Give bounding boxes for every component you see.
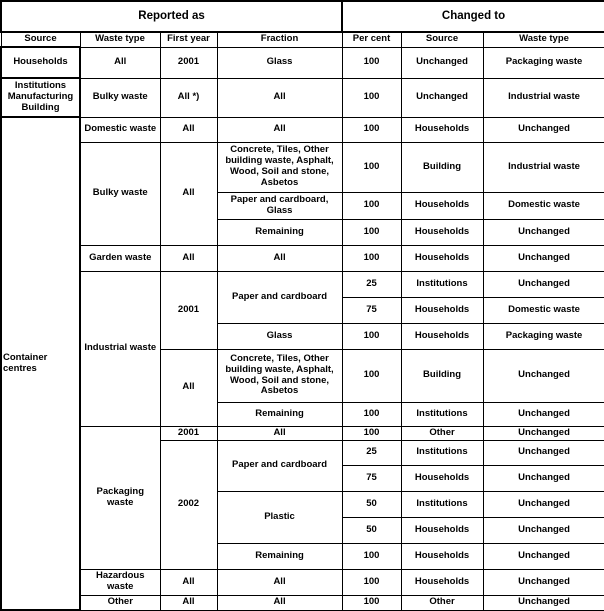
cell-per-cent: 100 [342, 569, 401, 595]
cell-new-waste-type: Unchanged [483, 426, 604, 440]
reported-as-header: Reported as [1, 1, 342, 32]
cell-waste-type: Garden waste [80, 245, 160, 271]
cell-new-waste-type: Industrial waste [483, 142, 604, 192]
cell-new-source: Households [401, 245, 483, 271]
cell-new-source: Households [401, 517, 483, 543]
table-row [1, 569, 604, 595]
cell-source: Households [1, 47, 80, 78]
cell-new-waste-type: Unchanged [483, 117, 604, 142]
cell-new-waste-type: Unchanged [483, 543, 604, 569]
cell-fraction: All [217, 245, 342, 271]
cell-per-cent: 100 [342, 543, 401, 569]
cell-new-source: Institutions [401, 491, 483, 517]
cell-new-source: Building [401, 349, 483, 402]
cell-per-cent: 100 [342, 78, 401, 117]
cell-waste-type: Hazardous waste [80, 569, 160, 595]
table-row [1, 117, 604, 142]
table-row [1, 78, 604, 117]
cell-new-waste-type: Domestic waste [483, 297, 604, 323]
cell-per-cent: 100 [342, 117, 401, 142]
cell-per-cent: 100 [342, 349, 401, 402]
cell-new-source: Households [401, 219, 483, 245]
col-first-year: First year [160, 32, 217, 47]
cell-new-source: Unchanged [401, 47, 483, 78]
changed-to-header: Changed to [342, 1, 604, 32]
cell-per-cent: 25 [342, 271, 401, 297]
cell-first-year: All [160, 569, 217, 595]
cell-waste-type: Industrial waste [80, 271, 160, 426]
cell-new-source: Households [401, 192, 483, 219]
cell-fraction: Glass [217, 47, 342, 78]
cell-new-source: Households [401, 465, 483, 491]
cell-new-waste-type: Domestic waste [483, 192, 604, 219]
cell-per-cent: 100 [342, 219, 401, 245]
cell-new-waste-type: Unchanged [483, 517, 604, 543]
col-per-cent: Per cent [342, 32, 401, 47]
cell-first-year: All [160, 245, 217, 271]
cell-new-waste-type: Unchanged [483, 245, 604, 271]
cell-source: Institutions Manufacturing Building [1, 78, 80, 117]
cell-new-waste-type: Unchanged [483, 440, 604, 465]
cell-waste-type: Bulky waste [80, 142, 160, 245]
cell-per-cent: 50 [342, 491, 401, 517]
cell-first-year: 2002 [160, 440, 217, 569]
cell-fraction: All [217, 78, 342, 117]
cell-fraction: Paper and cardboard [217, 440, 342, 491]
cell-new-source: Institutions [401, 402, 483, 426]
cell-fraction: Paper and cardboard [217, 271, 342, 323]
table-row [1, 426, 604, 440]
cell-new-source: Other [401, 595, 483, 610]
cell-per-cent: 100 [342, 47, 401, 78]
column-header-row [1, 32, 604, 47]
cell-new-source: Building [401, 142, 483, 192]
table-row [1, 245, 604, 271]
cell-new-source: Institutions [401, 271, 483, 297]
cell-new-source: Institutions [401, 440, 483, 465]
cell-per-cent: 100 [342, 142, 401, 192]
cell-per-cent: 50 [342, 517, 401, 543]
cell-waste-type: Bulky waste [80, 78, 160, 117]
cell-fraction: Remaining [217, 543, 342, 569]
cell-new-waste-type: Unchanged [483, 402, 604, 426]
cell-new-source: Unchanged [401, 78, 483, 117]
cell-fraction: All [217, 117, 342, 142]
cell-per-cent: 75 [342, 465, 401, 491]
table-row [1, 595, 604, 610]
cell-first-year: All [160, 349, 217, 426]
cell-new-source: Households [401, 323, 483, 349]
cell-fraction: Glass [217, 323, 342, 349]
cell-per-cent: 100 [342, 323, 401, 349]
cell-new-waste-type: Industrial waste [483, 78, 604, 117]
cell-per-cent: 100 [342, 426, 401, 440]
cell-new-waste-type: Unchanged [483, 595, 604, 610]
cell-new-source: Households [401, 297, 483, 323]
cell-first-year: All [160, 142, 217, 245]
cell-new-waste-type: Unchanged [483, 569, 604, 595]
col-fraction: Fraction [217, 32, 342, 47]
cell-new-waste-type: Unchanged [483, 491, 604, 517]
cell-first-year: All *) [160, 78, 217, 117]
cell-new-waste-type: Unchanged [483, 465, 604, 491]
col-new-waste-type: Waste type [483, 32, 604, 47]
cell-per-cent: 75 [342, 297, 401, 323]
col-source: Source [1, 32, 80, 47]
cell-new-waste-type: Unchanged [483, 219, 604, 245]
cell-new-source: Households [401, 117, 483, 142]
cell-per-cent: 100 [342, 595, 401, 610]
cell-per-cent: 100 [342, 402, 401, 426]
cell-fraction: Remaining [217, 402, 342, 426]
cell-new-source: Other [401, 426, 483, 440]
cell-new-waste-type: Unchanged [483, 349, 604, 402]
cell-new-source: Households [401, 543, 483, 569]
cell-first-year: All [160, 595, 217, 610]
col-waste-type: Waste type [80, 32, 160, 47]
cell-new-waste-type: Packaging waste [483, 47, 604, 78]
cell-new-waste-type: Packaging waste [483, 323, 604, 349]
cell-first-year: 2001 [160, 47, 217, 78]
table-row [1, 142, 604, 192]
cell-per-cent: 100 [342, 245, 401, 271]
cell-source-container-centres: Container centres [1, 117, 80, 610]
cell-fraction: Concrete, Tiles, Other building waste, Asphalt, Wood, Soil and stone, Asbetos [217, 349, 342, 402]
cell-waste-type: All [80, 47, 160, 78]
cell-first-year: 2001 [160, 271, 217, 349]
cell-fraction: Plastic [217, 491, 342, 543]
cell-first-year: 2001 [160, 426, 217, 440]
header-row [1, 1, 604, 32]
cell-per-cent: 100 [342, 192, 401, 219]
cell-fraction: All [217, 569, 342, 595]
table-row [1, 47, 604, 78]
cell-first-year: All [160, 117, 217, 142]
cell-fraction: Concrete, Tiles, Other building waste, Asphalt, Wood, Soil and stone, Asbetos [217, 142, 342, 192]
cell-fraction: Remaining [217, 219, 342, 245]
cell-new-waste-type: Unchanged [483, 271, 604, 297]
cell-per-cent: 25 [342, 440, 401, 465]
cell-fraction: All [217, 426, 342, 440]
table-row [1, 271, 604, 297]
cell-waste-type: Domestic waste [80, 117, 160, 142]
cell-new-source: Households [401, 569, 483, 595]
cell-waste-type: Other [80, 595, 160, 610]
cell-fraction: Paper and cardboard, Glass [217, 192, 342, 219]
cell-waste-type: Packaging waste [80, 426, 160, 569]
col-new-source: Source [401, 32, 483, 47]
cell-fraction: All [217, 595, 342, 610]
